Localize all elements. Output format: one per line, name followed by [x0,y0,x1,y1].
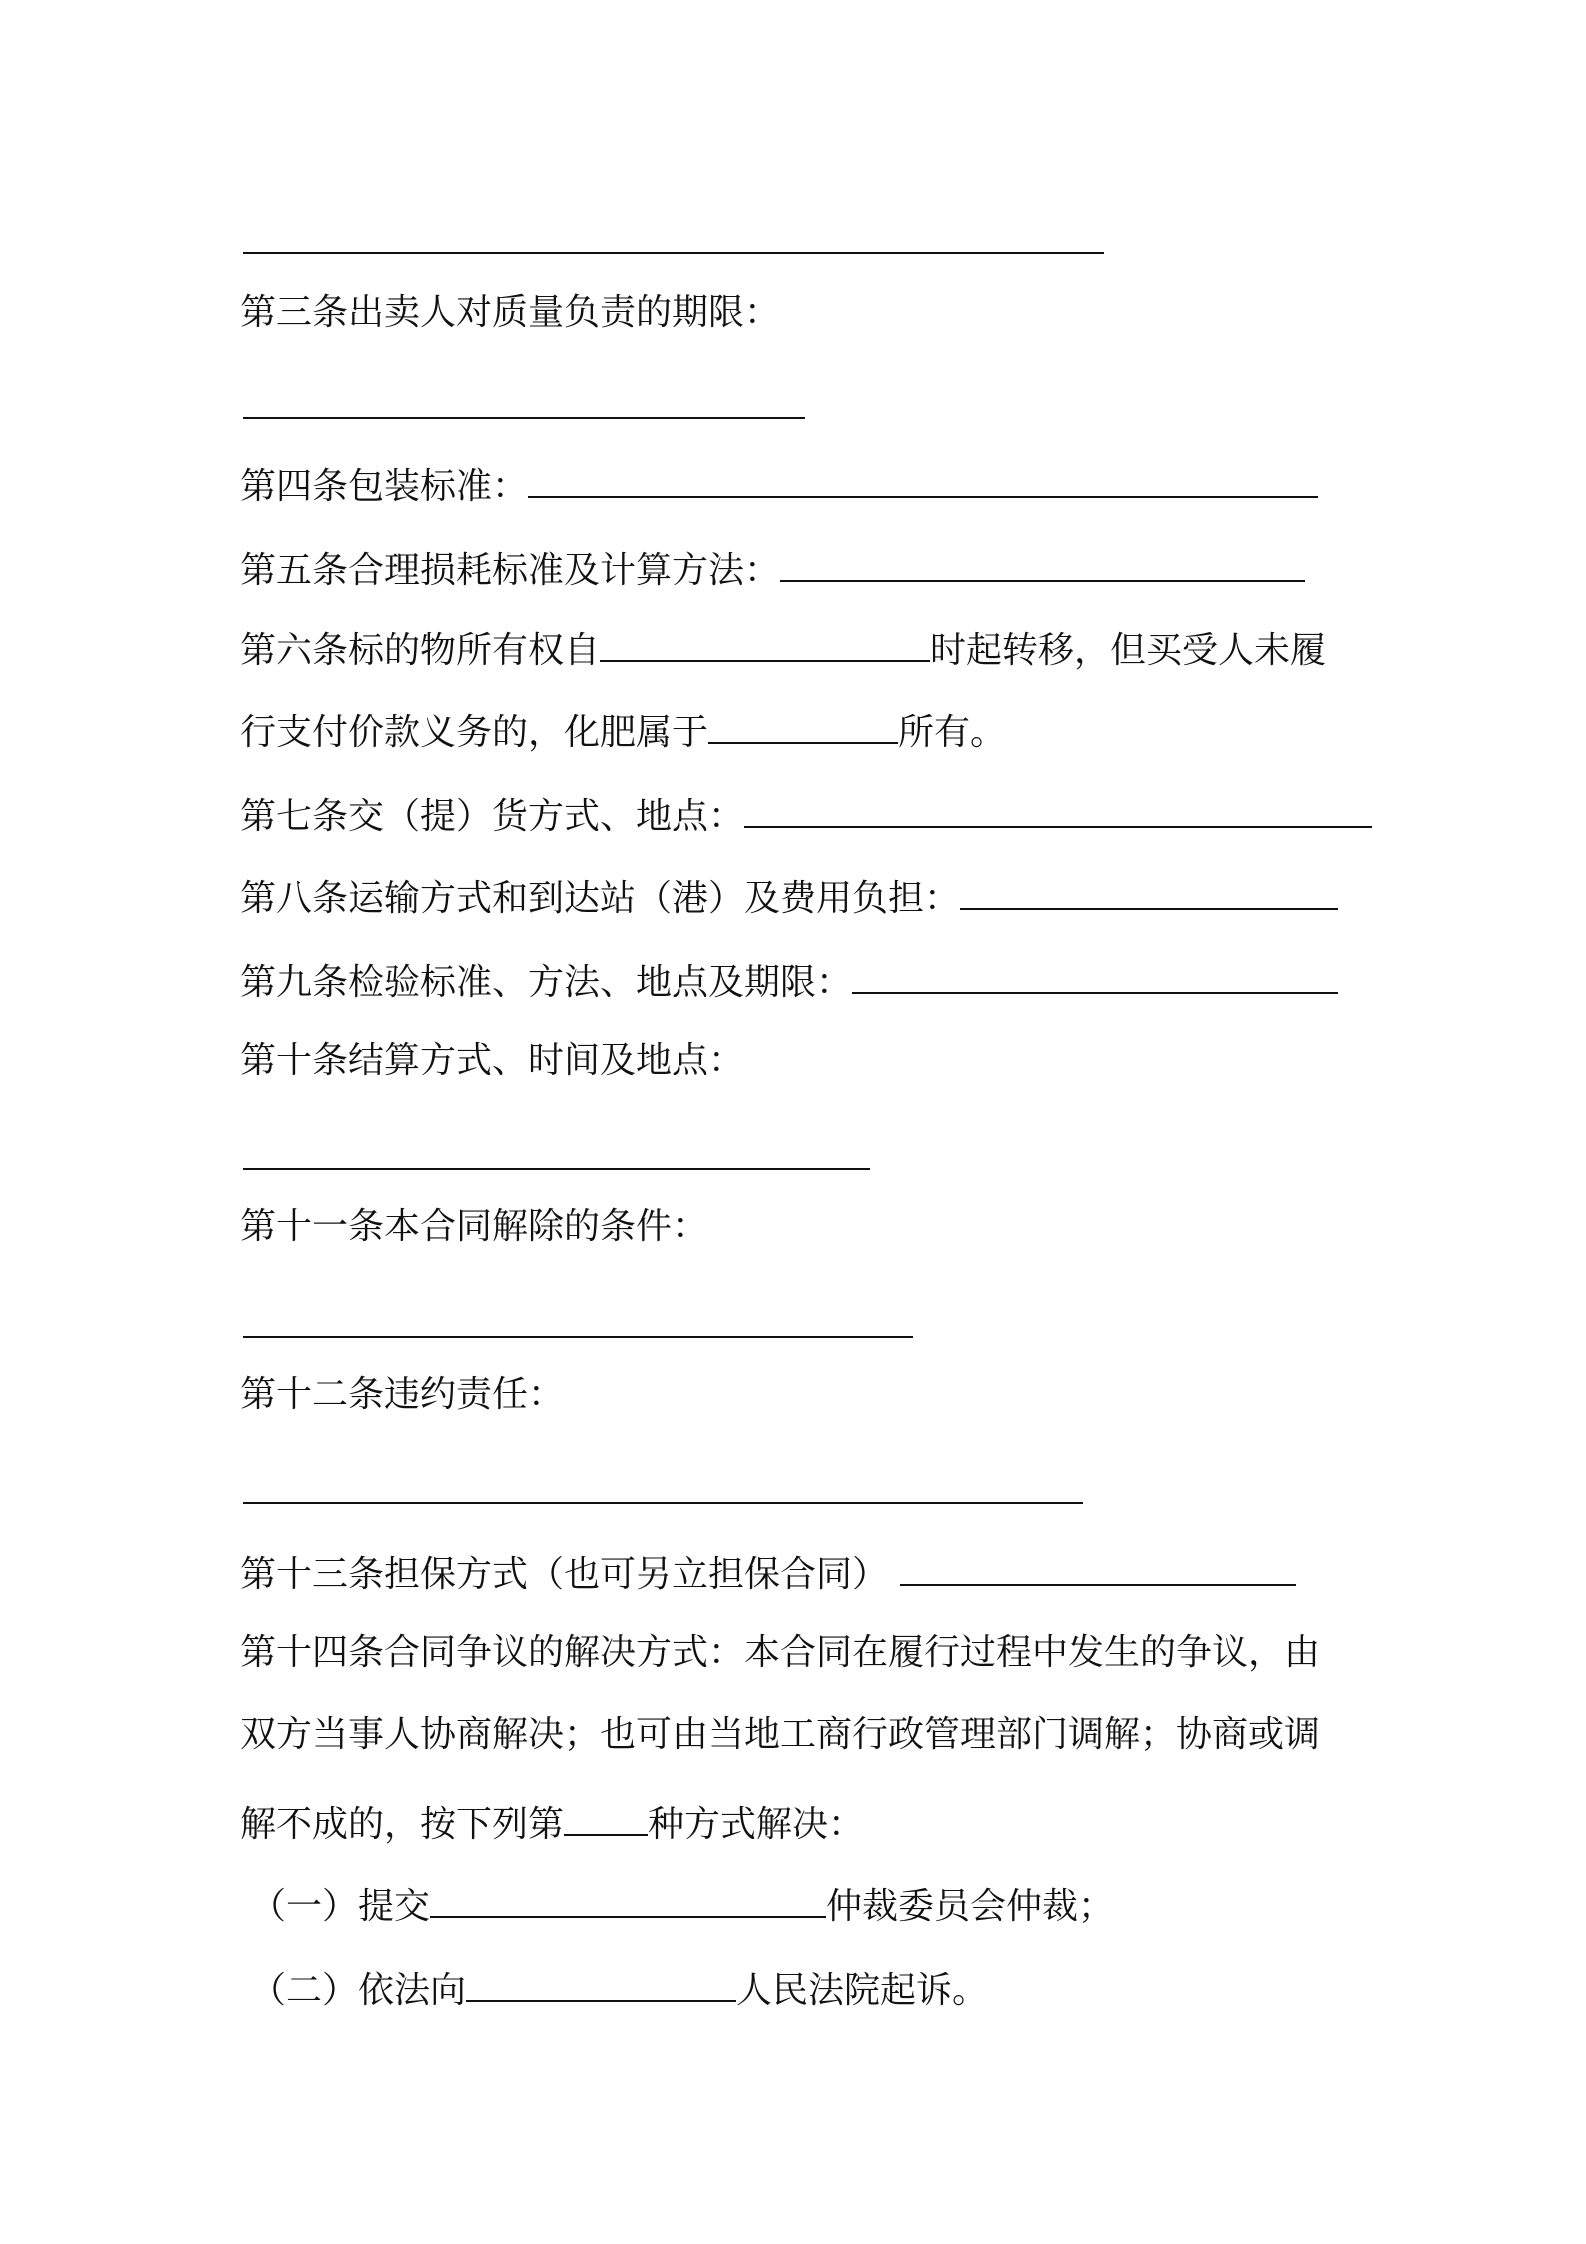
clause-14-text-a: 第十四条合同争议的解决方式：本合同在履行过程中发生的争议，由 [240,1632,1321,1673]
clause-3-fill-in [243,417,805,419]
fill-in-line-top [243,252,1104,254]
clause-14-text-b: 双方当事人协商解决；也可由当地工商行政管理部门调解；协商或调 [240,1714,1321,1755]
clause-13-fill-in [900,1544,1296,1586]
clause-6-line-2 [240,702,1006,752]
option-1-fill-in [430,1876,826,1918]
clause-7-text: 第七条交（提）货方式、地点： [240,796,745,837]
clause-6-text-c: 行支付价款义务的，化肥属于 [240,712,709,753]
clause-11 [240,1202,708,1252]
clause-4-fill-in [528,456,1318,498]
clause-3 [240,288,780,338]
option-2-fill-in [466,1960,736,2002]
clause-10-fill-in [243,1168,870,1170]
clause-12-fill-in [243,1502,1083,1504]
clause-5 [240,540,1305,590]
clause-6-text-a: 第六条标的物所有权自 [240,630,601,671]
clause-11-text: 第十一条本合同解除的条件： [240,1206,709,1247]
clause-14-text-c2: 种方式解决： [648,1804,865,1845]
option-1 [250,1876,1114,1926]
clause-8-text: 第八条运输方式和到达站（港）及费用负担： [240,878,961,919]
clause-14-line-3 [240,1794,864,1844]
clause-6-fill-in-time [600,620,930,662]
clause-13 [240,1544,1296,1594]
clause-14-line-2 [240,1710,1320,1760]
clause-12-text: 第十二条违约责任： [240,1374,565,1415]
clause-9-fill-in [852,952,1338,994]
clause-8 [240,868,1338,918]
clause-14-fill-in-option [564,1794,648,1836]
option-2-text-a: （二）依法向 [250,1970,467,2011]
clause-7 [240,786,1372,836]
clause-14-line-1 [240,1628,1320,1678]
clause-4-text: 第四条包装标准： [240,466,529,507]
option-2-text-b: 人民法院起诉。 [736,1970,989,2011]
clause-6-fill-in-owner [708,702,898,744]
clause-9-text: 第九条检验标准、方法、地点及期限： [240,962,853,1003]
clause-4 [240,456,1318,506]
clause-6-text-b: 时起转移，但买受人未履 [930,630,1327,671]
clause-10 [240,1036,744,1086]
option-2 [250,1960,988,2010]
clause-6-line-1 [240,620,1326,670]
clause-13-text: 第十三条担保方式（也可另立担保合同） [240,1554,889,1595]
clause-5-fill-in [780,540,1305,582]
clause-11-fill-in [243,1336,913,1338]
clause-8-fill-in [960,868,1338,910]
clause-14-text-c1: 解不成的，按下列第 [240,1804,565,1845]
clause-6-text-d: 所有。 [898,712,1007,753]
clause-9 [240,952,1338,1002]
clause-5-text: 第五条合理损耗标准及计算方法： [240,550,781,591]
clause-7-fill-in [744,786,1372,828]
clause-10-text: 第十条结算方式、时间及地点： [240,1040,745,1081]
clause-3-text: 第三条出卖人对质量负责的期限： [240,292,781,333]
option-1-text-a: （一）提交 [250,1886,431,1927]
clause-12 [240,1370,564,1420]
option-1-text-b: 仲裁委员会仲裁； [826,1886,1115,1927]
